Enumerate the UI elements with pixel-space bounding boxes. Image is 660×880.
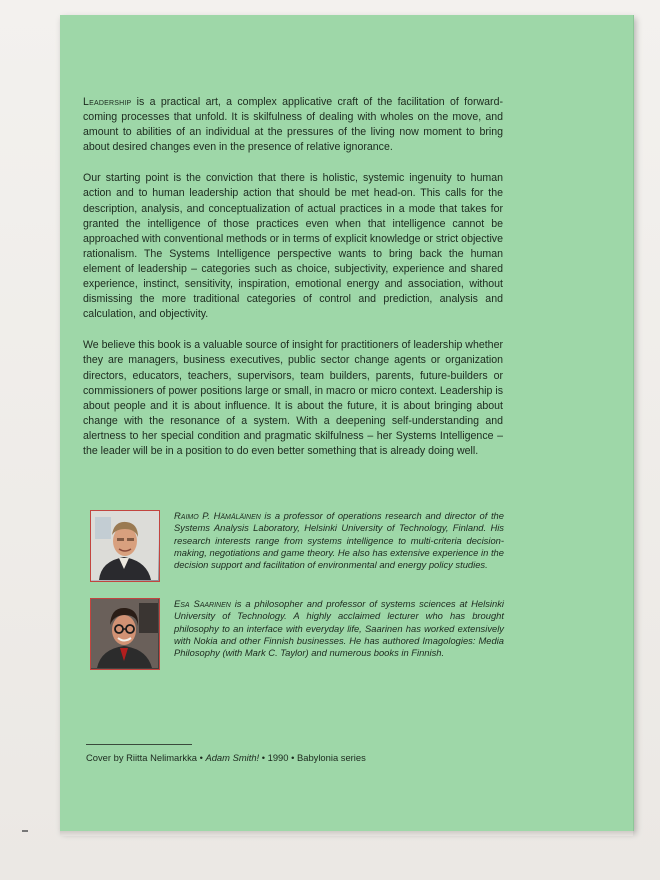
bio-text-hamalainen <box>174 510 504 571</box>
credit-prefix: Cover by Riitta Nelimarkka • <box>86 752 206 763</box>
blurb-text <box>83 95 503 475</box>
author-photo-saarinen <box>90 598 160 670</box>
paragraph-1-text: is a practical art, a complex applicative craft of the facilitation of forward-coming processes that unfold. It is skilfulness of dealing with wholes on the move, and amount to abilities of an individual at the pressures of the living now moment to bring about desired changes even in the presence of relative ignorance. <box>83 96 503 154</box>
blurb-paragraph-2: Our starting point is the conviction that there is holistic, systemic ingenuity to human action and to human leadership action that should be met head-on. This calls for the description, analysis, and conceptualization of actual practices in a mode that takes for granted the intelligence of those practices even when that intelligence cannot be approached with conventional methods or in terms of explicit knowledge or strict objective rationalism. The Systems Intelligence perspective wants to bring back the human element of leadership – categories such as choice, subjectivity, experience and shared experience, instinct, sensitivity, inspiration, emotional energy and association, without dismissing the more traditional categories of control and prediction, analysis and calculation, and objectivity. <box>83 172 503 321</box>
credit-title: Adam Smith! <box>205 752 260 763</box>
author-name: Raimo P. Hämäläinen <box>174 510 261 521</box>
footer-divider <box>86 744 192 745</box>
credit-suffix: • 1990 • Babylonia series <box>259 752 366 763</box>
author-bio-saarinen <box>90 598 502 678</box>
author-bio-hamalainen <box>90 510 502 590</box>
cover-credit <box>86 752 366 763</box>
author-photo-hamalainen <box>90 510 160 582</box>
table-mark <box>22 830 28 832</box>
book-page-edge <box>60 831 633 836</box>
bio-text-saarinen <box>174 598 504 659</box>
author-name: Esa Saarinen <box>174 598 231 609</box>
author-bio: is a professor of operations research and director of the Systems Analysis Laboratory, Helsinki University of Technology, Finland. His research interests range from systems intelligence to multi-criteria decision-making, negotiations and game theory. He also has extensive experience in the decision support and facilitation of environmental and energy policy studies. <box>174 510 504 571</box>
lead-word: Leadership <box>83 96 132 108</box>
author-bio: is a philosopher and professor of systems sciences at Helsinki University of Technology. A highly acclaimed lecturer who has brought philosophy to an interface with everyday life, Saarinen has worked extensively with Nokia and other Finnish businesses. He has authored Imagologies: Media Philosophy (with Mark C. Taylor) and numerous books in Finnish. <box>174 598 504 659</box>
blurb-paragraph-1 <box>83 95 503 155</box>
blurb-paragraph-3: We believe this book is a valuable source of insight for practitioners of leadership whether they are managers, business executives, public sector change agents or organization directors, educators, teachers, supervisors, team builders, parents, future-builders or commissioners of power positions large or small, in macro or micro context. Leadership is about people and it is about influence. It is about the future, it is about bringing about change with the resonance of a system. With a deepening self-understanding and alertness to her special condition and pragmatic skilfulness – her Systems Intelligence – the leader will be in a position to do even better something that is already doing well. <box>83 339 503 457</box>
